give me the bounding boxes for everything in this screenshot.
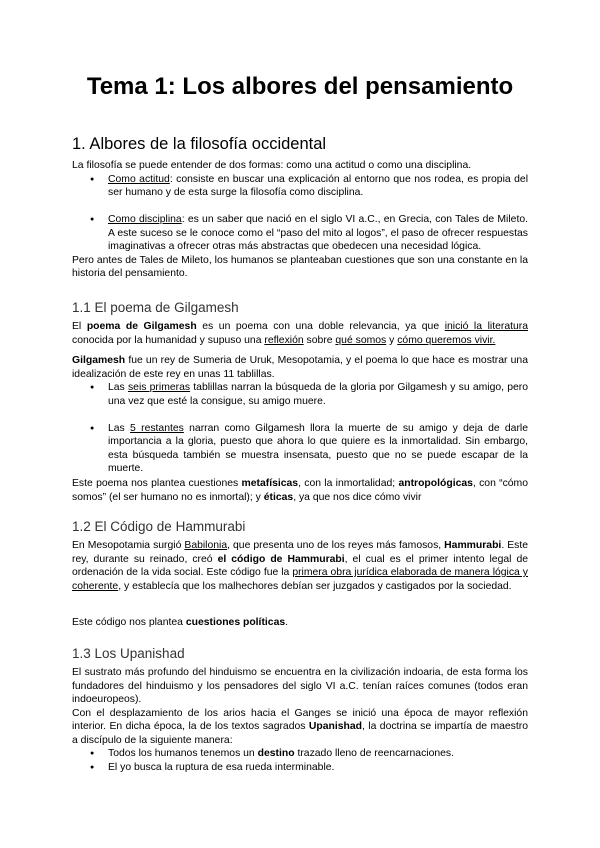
bullet-list xyxy=(72,381,528,476)
bullet-list xyxy=(72,747,528,774)
bold-text: destino xyxy=(257,748,295,759)
text: narran como Gilgamesh llora la muerte de su amigo y deja de darle importancia a la gloria, puesto que ahora lo que quiere es la inmortalidad. Sin embargo, esta búsqueda también se muestra insensata, puesto que no se puede escapar de la muerte. xyxy=(108,422,529,474)
underlined-text: qué somos xyxy=(335,334,387,346)
bold-text: éticas xyxy=(263,491,294,503)
underlined-text: cómo queremos vivir. xyxy=(397,334,496,346)
text: En Mesopotamia surgió xyxy=(72,540,185,551)
bold-text: antropológicas xyxy=(398,478,473,489)
text: tablillas narran la búsqueda de la gloria por Gilgamesh y su amigo, pero una vez que esté la consigue, su amigo muere. xyxy=(108,382,529,407)
list-item: ● El yo busca la ruptura de esa rueda interminable. xyxy=(108,761,528,775)
text: : es un saber que nació en el siglo VI a.C., en Grecia, con Tales de Mileto. A este suceso se le conoce como el “paso del mito al logos”, el paso de ofrecer respuestas imaginativas a ofrecer otras más abstractas que obedecen una necesidad lógica. xyxy=(108,214,528,252)
section-heading-gilgamesh: 1.1 El poema de Gilgamesh xyxy=(72,300,239,315)
underlined-text: inició la literatura xyxy=(444,321,529,332)
list-item xyxy=(108,213,528,254)
text: . Este rey, durante su reinado, creó xyxy=(72,540,529,565)
bullet-list xyxy=(72,173,528,254)
paragraph xyxy=(72,354,528,381)
text: , el cual es el primer intento legal de ordenación de la vida social. Este código fue la xyxy=(72,553,529,578)
underlined-text: reflexión xyxy=(264,334,304,346)
section-1-1-body xyxy=(72,320,528,347)
text: , con “cómo somos” (el ser humano no es inmortal); y xyxy=(72,478,528,503)
text: Todos los humanos tenemos un xyxy=(108,748,258,759)
list-item xyxy=(108,173,528,200)
list-item xyxy=(108,381,528,408)
bold-text: Gilgamesh xyxy=(72,355,126,366)
paragraph: Pero antes de Tales de Mileto, los humanos se planteaban cuestiones que son una constante en la historia del pensamiento. xyxy=(72,254,528,279)
section-1-2-body-2 xyxy=(72,616,528,630)
section-1-body xyxy=(72,159,528,281)
term: Como actitud xyxy=(108,173,170,185)
text: conocida por la humanidad y supuso una xyxy=(72,334,265,346)
text: Las xyxy=(108,422,131,434)
text: Las xyxy=(108,382,128,393)
underlined-text: 5 restantes xyxy=(130,422,184,434)
text: y xyxy=(386,334,398,346)
section-heading-hammurabi: 1.2 El Código de Hammurabi xyxy=(72,519,246,534)
section-1-1-body-2 xyxy=(72,354,528,476)
underlined-text: primera obra jurídica elaborada de manera lógica y coherente xyxy=(72,567,529,592)
text: , con la inmortalidad; xyxy=(298,478,399,489)
paragraph: El sustrato más profundo del hinduismo se encuentra en la civilización indoaria, de esta forma los fundadores del hinduismo y los pensadores del siglo VI a.C. tenían raíces comunes (todos eran indoeuropeos). xyxy=(72,667,528,705)
section-heading-upanishad: 1.3 Los Upanishad xyxy=(72,646,185,661)
term: Como disciplina xyxy=(108,214,182,225)
bold-text: Upanishad xyxy=(308,721,362,732)
text: trazado lleno de reencarnaciones. xyxy=(294,748,454,759)
bold-text: cuestiones políticas xyxy=(185,617,286,628)
text: . xyxy=(285,617,289,628)
text: es un poema con una doble relevancia, ya que xyxy=(196,321,445,332)
text: : consiste en buscar una explicación al entorno que nos rodea, es propia del ser humano y de esta surge la filosofía como disciplina. xyxy=(108,173,529,198)
paragraph xyxy=(72,707,528,748)
list-item xyxy=(108,422,528,476)
list-item xyxy=(108,747,528,761)
text: , y establecía que los malhechores debían ser juzgados y castigados por la sociedad. xyxy=(118,580,512,592)
underlined-text: Babilonia xyxy=(184,540,228,551)
text: fue un rey de Sumeria de Uruk, Mesopotamia, y el poema lo que hace es mostrar una idealización de este rey en unas 11 tablillas. xyxy=(72,355,528,380)
underlined-text: seis primeras xyxy=(127,382,191,393)
paragraph xyxy=(72,616,528,630)
bold-text: Hammurabi xyxy=(444,540,502,551)
paragraph xyxy=(72,320,528,347)
text: Con el desplazamiento de los arios hacia el Ganges se inició una época de mayor reflexión interior. En dicha época, la de los textos sagrados xyxy=(72,707,528,732)
text: , la doctrina se impartía de maestro a discípulo de la siguiente manera: xyxy=(72,721,528,746)
section-heading-albores: 1. Albores de la filosofía occidental xyxy=(72,135,327,153)
text: El xyxy=(72,321,87,332)
bold-text: el código de Hammurabi xyxy=(217,553,345,565)
paragraph xyxy=(72,539,528,593)
section-1-1-body-3 xyxy=(72,477,528,504)
bold-text: poema de Gilgamesh xyxy=(86,321,197,332)
text: sobre xyxy=(303,334,336,346)
paragraph: La filosofía se puede entender de dos formas: como una actitud o como una disciplina. xyxy=(72,160,472,171)
text: Este poema nos plantea cuestiones xyxy=(72,478,242,489)
bold-text: metafísicas xyxy=(241,478,299,489)
text: , que presenta uno de los reyes más famosos, xyxy=(227,540,445,551)
text: , ya que nos dice cómo vivir xyxy=(293,491,422,503)
text: Este código nos plantea xyxy=(72,617,186,628)
section-1-2-body xyxy=(72,539,528,593)
paragraph xyxy=(72,477,528,504)
section-1-3-body xyxy=(72,666,528,774)
page-title: Tema 1: Los albores del pensamiento xyxy=(86,73,514,100)
